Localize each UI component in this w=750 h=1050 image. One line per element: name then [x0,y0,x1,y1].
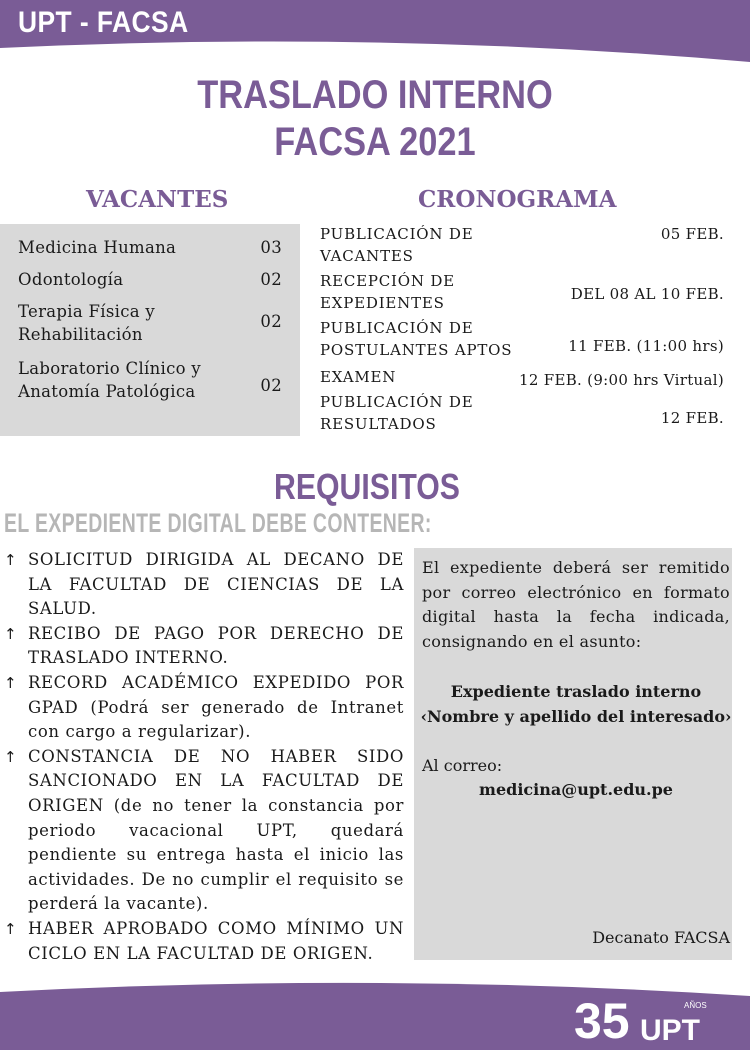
vacante-row [18,357,288,403]
vacante-name: Odontología [18,270,124,289]
header-band [0,0,750,62]
vacantes-table [0,224,300,436]
vacante-count: 02 [260,312,282,331]
signature: Decanato FACSA [592,928,730,947]
footer-band [0,978,750,1050]
up-arrow-icon: ↑ [4,673,18,692]
cronograma-date: 11 FEB. (11:00 hrs) [568,337,724,355]
info-paragraph: El expediente deberá ser remitido por correo electrónico en formato digital hasta la fecha indicada, consignando en el asunto: [422,558,730,651]
vacante-count: 02 [260,270,282,289]
page-title-line2: FACSA 2021 [274,120,476,164]
cronograma-label: PUBLICACIÓN DE RESULTADOS [320,393,474,433]
cronograma-label: PUBLICACIÓN DE POSTULANTES APTOS [320,319,513,359]
cronograma-row [320,317,724,361]
email-subject: Expediente traslado interno ‹Nombre y apellido del interesado› [420,682,732,726]
cronograma-row [320,270,724,314]
info-box [414,548,732,960]
up-arrow-icon: ↑ [4,624,18,643]
cronograma-date: 12 FEB. [660,409,724,427]
up-arrow-icon: ↑ [4,551,18,569]
logo-small: AÑOS [684,1001,707,1010]
vacante-name: Terapia Física y Rehabilitación [18,302,156,344]
page-title-line1: TRASLADO INTERNO [197,73,553,117]
list-item [4,671,404,745]
cronograma-label: EXAMEN [320,368,397,386]
cronograma-heading: CRONOGRAMA [418,186,617,213]
list-item [4,548,404,622]
vacante-count: 02 [260,376,282,395]
requisitos-heading: REQUISITOS [274,466,460,507]
brand-title: UPT - FACSA [18,6,189,39]
vacante-row [18,300,288,346]
footer-band-shape [0,983,750,1050]
cronograma-date: DEL 08 AL 10 FEB. [570,285,724,303]
cronograma-date: 05 FEB. [660,225,724,243]
logo-name: UPT [640,1014,700,1047]
list-item [4,622,404,671]
vacante-name: Laboratorio Clínico y Anatomía Patológica [18,359,202,401]
requisitos-subheading: EL EXPEDIENTE DIGITAL DEBE CONTENER: [4,508,432,538]
up-arrow-icon: ↑ [4,919,18,938]
requisito-text: RECORD ACADÉMICO EXPEDIDO POR GPAD (Podrá ser generado de Intranet con cargo a regularizar). [28,672,404,742]
vacante-count: 03 [260,238,282,257]
email-address[interactable]: medicina@upt.edu.pe [479,780,673,799]
up-arrow-icon: ↑ [4,747,18,766]
logo-number: 35 [574,993,630,1049]
list-item [4,745,404,917]
vacantes-heading: VACANTES [86,186,229,213]
cronograma-label: PUBLICACIÓN DE VACANTES [320,225,474,265]
requisitos-list [4,548,404,966]
vacante-row [18,236,288,259]
requisito-text: RECIBO DE PAGO POR DERECHO DE TRASLADO INTERNO. [28,623,404,668]
cronograma-row [320,366,724,388]
cronograma-row [320,223,724,267]
vacante-name: Medicina Humana [18,238,177,257]
cronograma-date: 12 FEB. (9:00 hrs Virtual) [519,371,724,389]
requisito-text: CONSTANCIA DE NO HABER SIDO SANCIONADO EN LA FACULTAD DE ORIGEN (de no tener la constancia por periodo vacacional UPT, quedará pendiente su entrega hasta el inicio las actividades. De no cumplir el requisito se perderá la vacante). [28,746,404,914]
vacante-row [18,268,288,291]
cronograma-label: RECEPCIÓN DE EXPEDIENTES [320,272,455,312]
mail-label: Al correo: [422,756,503,775]
requisito-text: SOLICITUD DIRIGIDA AL DECANO DE LA FACULTAD DE CIENCIAS DE LA SALUD. [28,550,404,619]
requisito-text: HABER APROBADO COMO MÍNIMO UN CICLO EN LA FACULTAD DE ORIGEN. [28,918,404,963]
list-item [4,917,404,966]
cronograma-row [320,391,724,435]
